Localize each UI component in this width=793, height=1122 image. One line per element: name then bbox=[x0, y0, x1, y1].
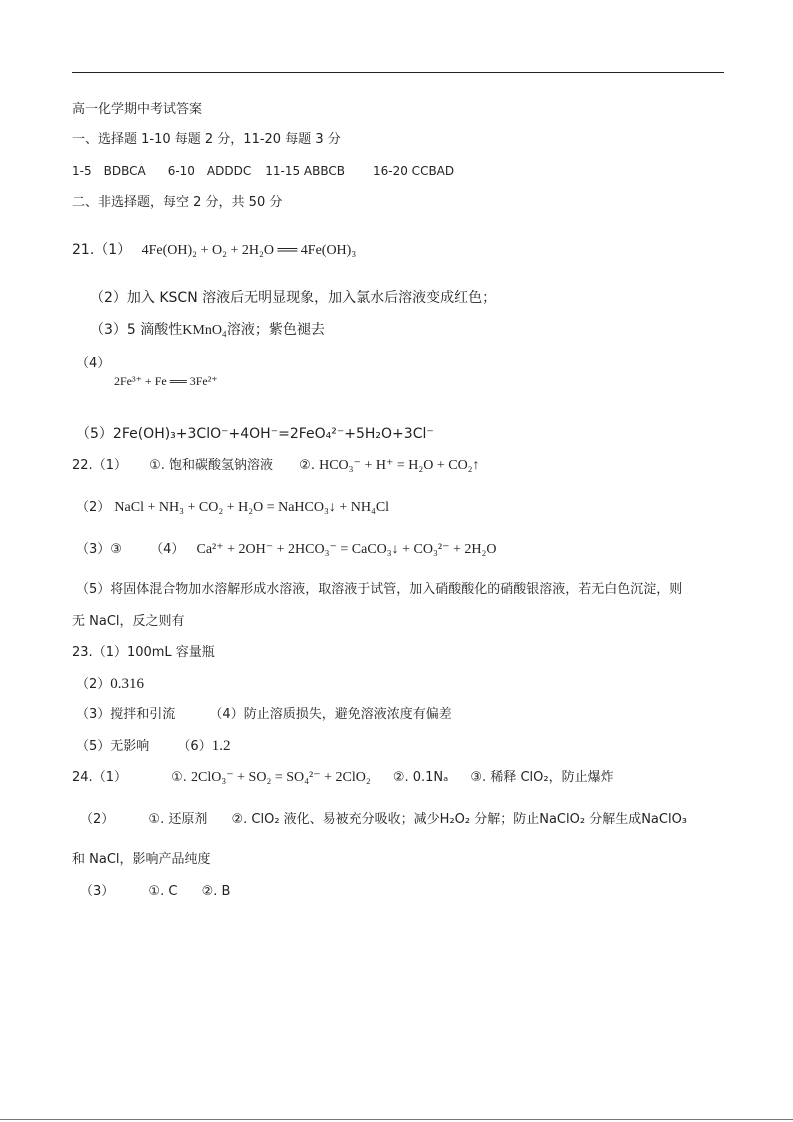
q22-part3-4 bbox=[76, 542, 496, 559]
q22-part2-equation: NaCl + NH₃ + CO₂ + H₂O = NaHCO₃↓ + NH₄Cl bbox=[114, 500, 390, 515]
q23-part2-label: （2） bbox=[76, 677, 111, 692]
q24-part1-c: ③. 稀释 ClO₂，防止爆炸 bbox=[470, 770, 614, 785]
q22-part2-label: （2） bbox=[76, 500, 111, 515]
q23-part1 bbox=[72, 645, 215, 661]
q23-part5-6 bbox=[76, 737, 230, 755]
q24-number: 24. bbox=[72, 770, 93, 785]
q21-part1-equation: 4Fe(OH)₂ + O₂ + 2H₂O ══ 4Fe(OH)₃ bbox=[141, 243, 357, 258]
q21-part4-label: （4） bbox=[76, 356, 111, 371]
q21-part2: （2）加入 KSCN 溶液后无明显现象，加入氯水后溶液变成红色； bbox=[90, 290, 497, 306]
q24-part1 bbox=[72, 770, 614, 787]
q23-part2-value: 0.316 bbox=[110, 676, 145, 692]
q21-part1-label: （1） bbox=[94, 242, 132, 258]
q24-part1-a-label: ①. bbox=[171, 770, 187, 785]
q22-part1-b-label: ②. bbox=[299, 458, 315, 473]
q23-part3-4 bbox=[76, 707, 452, 723]
q24-part2-b-line2: 和 NaCl，影响产品纯度 bbox=[72, 852, 211, 867]
q21-number: 21. bbox=[72, 242, 95, 258]
q24-part2-a: ①. 还原剂 bbox=[148, 812, 208, 827]
q24-part1-a-equation: 2ClO₃⁻ + SO₂ = SO₄²⁻ + 2ClO₂ bbox=[191, 770, 371, 785]
q22-part5-line2: 无 NaCl，反之则有 bbox=[72, 614, 185, 629]
q21-part3-label: （3）5 滴酸性 bbox=[90, 322, 183, 338]
q22-part1 bbox=[72, 458, 480, 475]
answers-16-20: 16-20 CCBAD bbox=[373, 164, 455, 178]
q24-part2 bbox=[80, 812, 687, 828]
q23-part6-value: 1.2 bbox=[211, 738, 231, 754]
q24-part1-label: （1） bbox=[92, 770, 127, 785]
q22-part1-a: ①. 饱和碳酸氢钠溶液 bbox=[149, 458, 274, 473]
section-2-heading: 二、非选择题，每空 2 分，共 50 分 bbox=[72, 195, 283, 210]
answers-6-10: 6-10 ADDDC bbox=[167, 164, 252, 178]
q22-number: 22. bbox=[72, 458, 93, 473]
q21-part1 bbox=[72, 242, 356, 260]
q24-part3-a: ①. C bbox=[148, 884, 178, 899]
q24-part2-b-line1: ②. ClO₂ 液化、易被充分吸收；减少H₂O₂ 分解；防止NaClO₂ 分解生成NaClO₃ bbox=[231, 812, 688, 827]
footer-rule bbox=[0, 1119, 793, 1120]
q22-part4-label: （4） bbox=[150, 542, 185, 557]
q23-part5: （5）无影响 bbox=[76, 739, 150, 754]
section-1-heading: 一、选择题 1-10 每题 2 分，11-20 每题 3 分 bbox=[72, 132, 341, 147]
q23-part4: （4）防止溶质损失，避免溶液浓度有偏差 bbox=[209, 707, 452, 722]
choice-answers bbox=[72, 164, 454, 178]
q22-part2 bbox=[76, 500, 389, 517]
q22-part4-equation: Ca²⁺ + 2OH⁻ + 2HCO₃⁻ = CaCO₃↓ + CO₃²⁻ + 2H₂O bbox=[196, 542, 497, 557]
q22-part3: （3）③ bbox=[76, 542, 122, 557]
q24-part3-b: ②. B bbox=[201, 884, 231, 899]
q23-part2 bbox=[76, 675, 144, 693]
q21-part3-text: 溶液；紫色褪去 bbox=[226, 322, 325, 338]
q24-part3 bbox=[80, 884, 230, 900]
q22-part1-label: （1） bbox=[92, 458, 127, 473]
q23-part3: （3）搅拌和引流 bbox=[76, 707, 176, 722]
q23-part1-text: （1）100mL 容量瓶 bbox=[92, 645, 215, 660]
q23-part6-label: （6） bbox=[177, 739, 212, 754]
q21-part5: （5）2Fe(OH)₃+3ClO⁻+4OH⁻=2FeO₄²⁻+5H₂O+3Cl⁻ bbox=[76, 426, 434, 442]
q24-part3-label: （3） bbox=[80, 884, 115, 899]
answers-1-5: 1-5 BDBCA bbox=[72, 164, 146, 178]
header-rule bbox=[72, 72, 724, 73]
q24-part2-label: （2） bbox=[80, 812, 115, 827]
q21-part3-formula: KMnO₄ bbox=[182, 323, 227, 338]
q21-part4-equation: 2Fe³⁺ + Fe ══ 3Fe²⁺ bbox=[114, 374, 218, 388]
q21-part3 bbox=[90, 322, 325, 340]
answers-11-15: 11-15 ABBCB bbox=[265, 164, 345, 178]
q24-part1-b: ②. 0.1Nₐ bbox=[392, 770, 449, 785]
q22-part1-b-equation: HCO₃⁻ + H⁺ = H₂O + CO₂↑ bbox=[319, 458, 480, 473]
q23-number: 23. bbox=[72, 645, 93, 660]
document-title: 高一化学期中考试答案 bbox=[72, 102, 203, 117]
q22-part5-line1: （5）将固体混合物加水溶解形成水溶液，取溶液于试管，加入硝酸酸化的硝酸银溶液，若无白色沉淀，则 bbox=[76, 582, 683, 597]
